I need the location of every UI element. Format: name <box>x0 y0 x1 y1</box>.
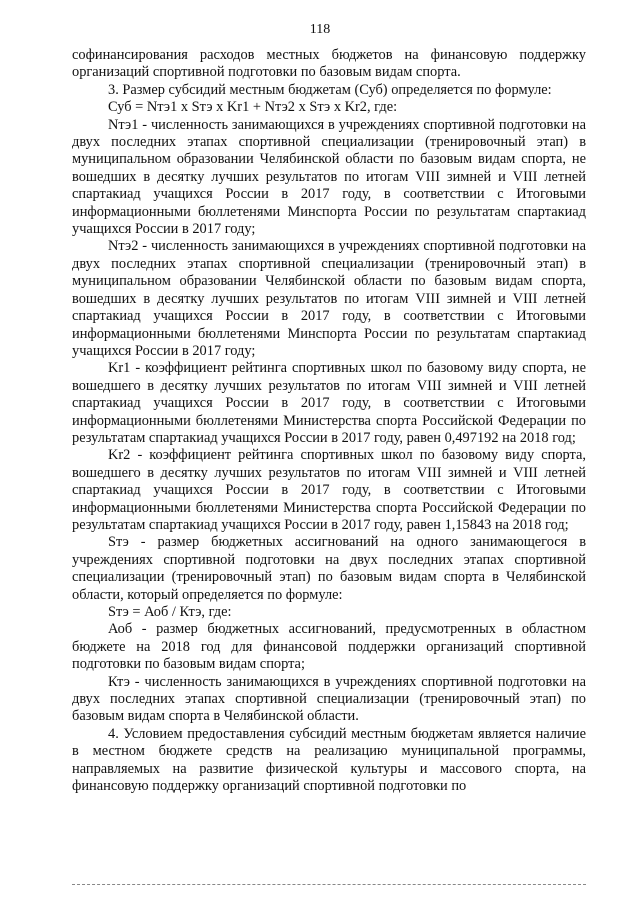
paragraph: Аоб - размер бюджетных ассигнований, предусмотренных в областном бюджете на 2018 год для финансовой поддержки организаций спортивной подготовки по базовым видам спорта; <box>72 621 586 673</box>
paragraph: Sтэ - размер бюджетных ассигнований на одного занимающегося в учреждениях спортивной подготовки на двух последних этапах спортивной специализации (тренировочный этап) по базовым видам спорта в Челябинской области, который определяется по формуле: <box>72 534 586 603</box>
paragraph: Kr1 - коэффициент рейтинга спортивных школ по базовому виду спорта, не вошедшего в десятку лучших результатов по итогам VIII зимней и VIII летней спартакиад учащихся России в 2017 году, в соответствии с Итоговыми информационными бюллетенями Министерства спорта Российской Федерации по результатам спартакиад учащихся России в 2017 году, равен 0,497192 на 2018 год; <box>72 360 586 446</box>
paragraph: Ктэ - численность занимающихся в учреждениях спортивной подготовки на двух последних этапах спортивной специализации (тренировочный этап) по базовым видам спорта в Челябинской области. <box>72 673 586 725</box>
paragraph: Kr2 - коэффициент рейтинга спортивных школ по базовому виду спорта, вошедшего в десятку лучших результатов по итогам VIII зимней и VIII летней спартакиад учащихся России в 2017 году, в соответствии с Итоговыми информационными бюллетенями Министерства спорта Российской Федерации по результатам спартакиад учащихся России в 2017 году, равен 1,15843 на 2018 год; <box>72 447 586 533</box>
paragraph: Nтэ1 - численность занимающихся в учреждениях спортивной подготовки на двух последних этапах спортивной специализации (тренировочный этап) в муниципальном образовании Челябинской области по базовым видам спорта, не вошедших в десятку лучших результатов по итогам VIII зимней и VIII летней спартакиад учащихся России в 2017 году, в соответствии с Итоговыми информационными бюллетенями Минспорта России по результатам спартакиад учащихся России в 2017 году; <box>72 116 586 238</box>
paragraph: софинансирования расходов местных бюджетов на финансовую поддержку организаций спортивной подготовки по базовым видам спорта. <box>72 47 586 81</box>
page-number: 118 <box>309 22 331 37</box>
paragraph: 4. Условием предоставления субсидий местным бюджетам является наличие в местном бюджете средств на реализацию муниципальной программы, направляемых на развитие физической культуры и массового спорта, на финансовую поддержку организаций спортивной подготовки по <box>72 725 586 795</box>
document-body <box>72 47 586 795</box>
formula-allocation: Sтэ = Аоб / Ктэ, где: <box>108 604 232 620</box>
formula-subsidy: Суб = Nтэ1 x Sтэ x Kr1 + Nтэ2 x Sтэ x Kr2, где: <box>108 99 398 116</box>
paragraph: 3. Размер субсидий местным бюджетам (Суб) определяется по формуле: <box>108 81 552 98</box>
paragraph: Nтэ2 - численность занимающихся в учреждениях спортивной подготовки на двух последних этапах спортивной специализации (тренировочный этап) в муниципальном образовании Челябинской области по базовым видам спорта, вошедших в десятку лучших результатов по итогам VIII зимней и VIII летней спартакиад учащихся России в 2017 году, в соответствии с Итоговыми информационными бюллетенями Минспорта России по результатам спартакиад учащихся России в 2017 году; <box>72 238 586 359</box>
footer-divider <box>72 884 586 885</box>
